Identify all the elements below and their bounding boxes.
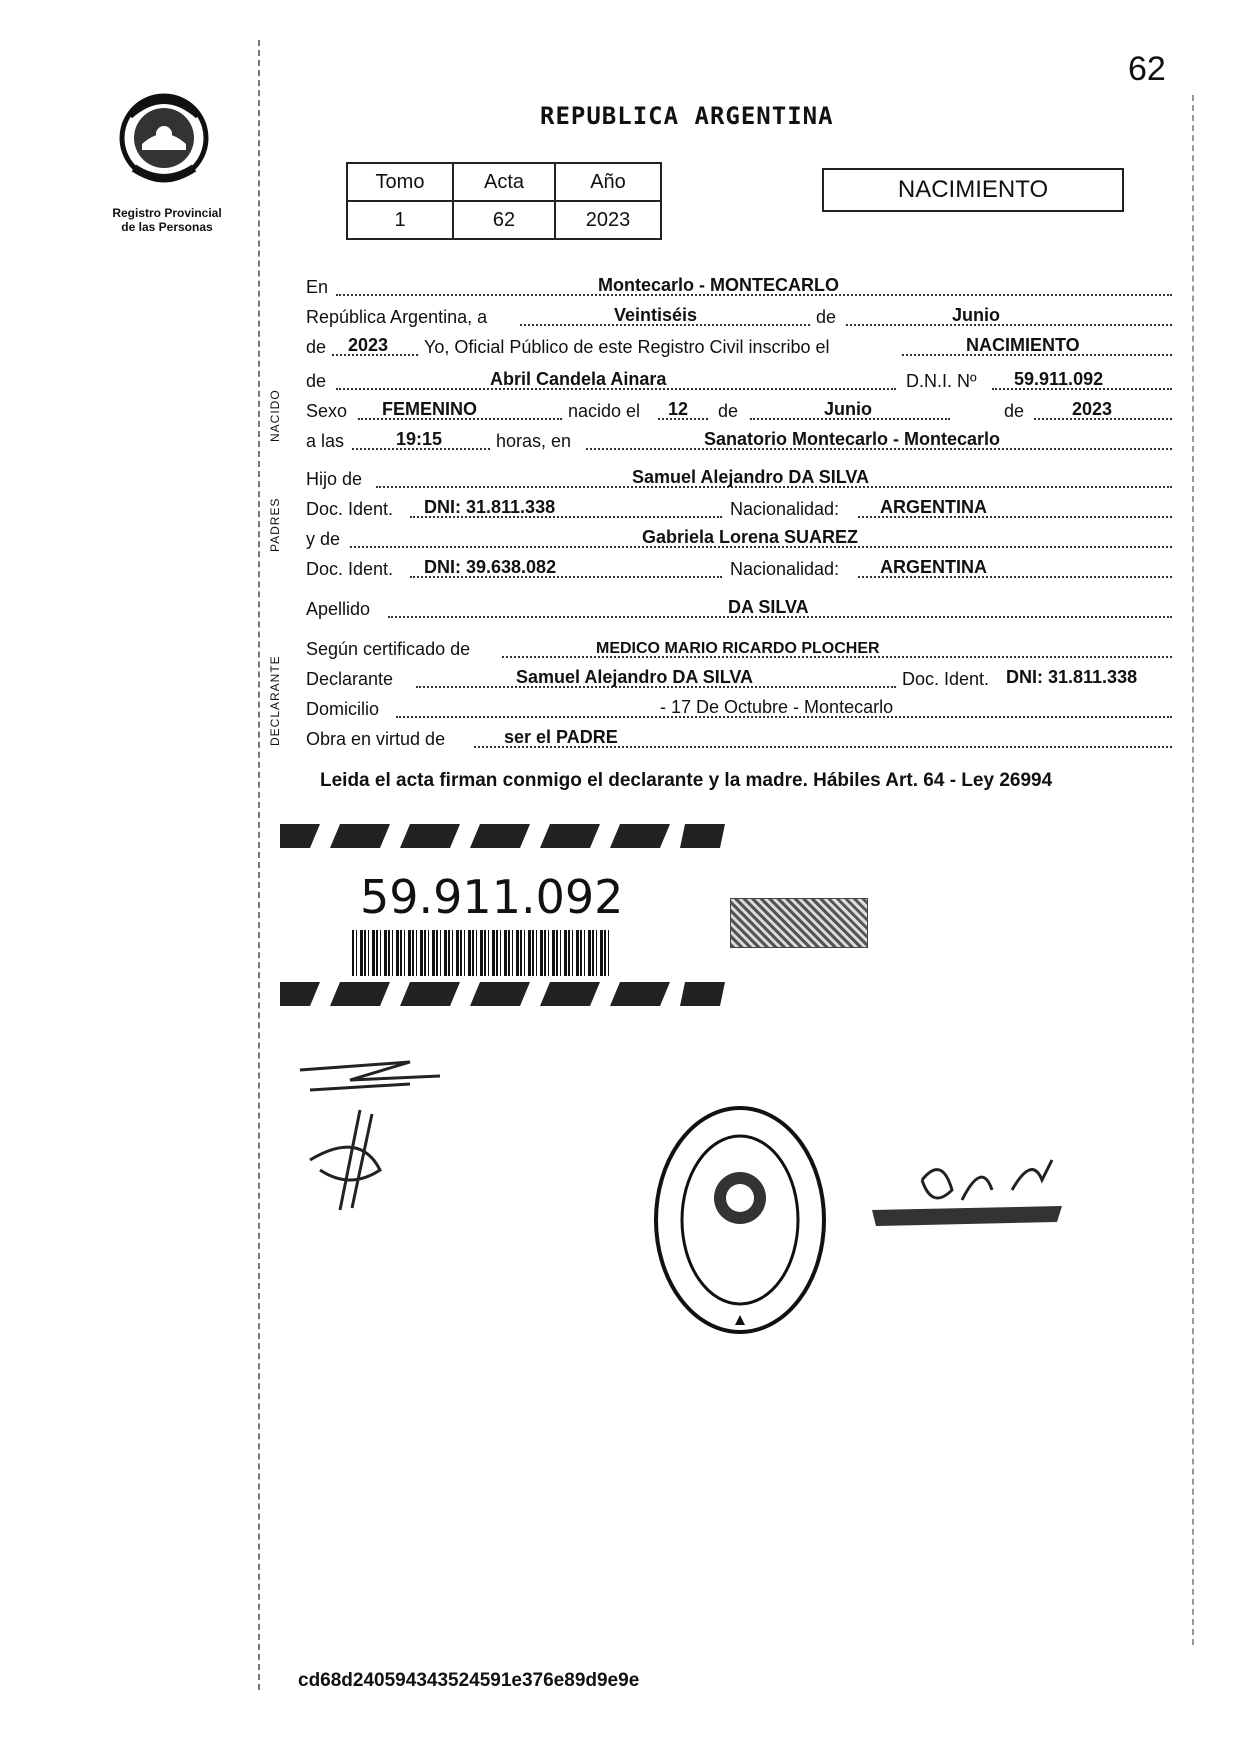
row-declarante: Declarante Samuel Alejandro DA SILVA Doc. Ident. DNI: 31.811.338 [306, 667, 1138, 689]
surname-value: DA SILVA [728, 597, 809, 617]
sex-value: FEMENINO [382, 399, 478, 419]
row-republica: República Argentina, a Veintiséis de Junio [306, 302, 1172, 330]
section-padres: PADRES [268, 497, 282, 552]
row-domicilio: Domicilio - 17 De Octubre - Montecarlo [306, 694, 1172, 722]
birth-day: 12 [668, 399, 689, 419]
row-padre: Hijo de Samuel Alejandro DA SILVA [306, 464, 1172, 492]
place-value: Montecarlo - MONTECARLO [598, 275, 839, 295]
right-margin-line [1192, 95, 1195, 1645]
row-certificado: Según certificado de MEDICO MARIO RICARDO PLOCHER [306, 634, 1172, 662]
declarant-doc: DNI: 31.811.338 [1006, 667, 1138, 687]
child-dni: 59.911.092 [1014, 369, 1104, 389]
page-number: 62 [1128, 50, 1166, 88]
barcode-icon [352, 930, 610, 976]
legal-note: Leida el acta firman conmigo el declarante y la madre. Hábiles Art. 64 - Ley 26994 [320, 770, 1053, 791]
header-anio: Año [555, 163, 661, 201]
row-padre-doc: Doc. Ident. DNI: 31.811.338 Nacionalidad: ARGENTINA [306, 494, 1172, 522]
value-acta: 62 [453, 201, 555, 239]
security-pattern-top-icon [280, 822, 730, 850]
header-tomo: Tomo [347, 163, 453, 201]
row-madre: y de Gabriela Lorena SUAREZ [306, 524, 1172, 552]
provincial-emblem-icon [112, 88, 216, 192]
security-pattern-bottom-icon [280, 980, 730, 1008]
row-name: de Abril Candela Ainara D.N.I. Nº 59.911.092 [306, 366, 1172, 394]
year-value: 2023 [348, 335, 389, 355]
dni-large: 59.911.092 [360, 870, 624, 924]
mother-name: Gabriela Lorena SUAREZ [642, 527, 859, 547]
official-seal-icon [650, 1100, 830, 1340]
document-hash: cd68d240594343524591e376e89d9e9e [298, 1670, 640, 1691]
act-value: NACIMIENTO [966, 335, 1080, 355]
left-margin-line [258, 40, 261, 1690]
section-declarante: DECLARANTE [268, 655, 282, 746]
father-doc: DNI: 31.811.338 [424, 497, 556, 517]
registry-caption: Registro Provincial de las Personas [112, 206, 222, 234]
row-madre-doc: Doc. Ident. DNI: 39.638.082 Nacionalidad: ARGENTINA [306, 554, 1172, 582]
birth-month: Junio [824, 399, 872, 419]
act-type-box: NACIMIENTO [822, 168, 1124, 212]
certificate-value: MEDICO MARIO RICARDO PLOCHER [596, 640, 880, 657]
day-value: Veintiséis [614, 305, 698, 325]
row-obra: Obra en virtud de ser el PADRE [306, 724, 1172, 752]
row-sexo: Sexo FEMENINO nacido el 12 de Junio de 2023 [306, 396, 1172, 424]
signature-left-icon [290, 1050, 450, 1230]
birth-place: Sanatorio Montecarlo - Montecarlo [704, 429, 1001, 449]
mother-nationality: ARGENTINA [880, 557, 987, 577]
section-nacido: NACIDO [268, 389, 282, 442]
address-value: - 17 De Octubre - Montecarlo [660, 697, 894, 717]
value-anio: 2023 [555, 201, 661, 239]
father-nationality: ARGENTINA [880, 497, 987, 517]
mother-doc: DNI: 39.638.082 [424, 557, 557, 577]
row-hora: a las 19:15 horas, en Sanatorio Montecarlo - Montecarlo [306, 426, 1172, 454]
row-inscribo: de 2023 Yo, Oficial Público de este Registro Civil inscribo el NACIMIENTO [306, 332, 1172, 360]
birth-year: 2023 [1072, 399, 1113, 419]
child-name: Abril Candela Ainara [490, 369, 667, 389]
registry-table [346, 162, 662, 240]
month-value: Junio [952, 305, 1000, 325]
reason-value: ser el PADRE [504, 727, 618, 747]
delegate-signature-icon [862, 1150, 1082, 1270]
header-acta: Acta [453, 163, 555, 201]
hologram-seal-icon [730, 898, 868, 948]
declarant-name: Samuel Alejandro DA SILVA [516, 667, 754, 687]
value-tomo: 1 [347, 201, 453, 239]
birth-time: 19:15 [396, 429, 443, 449]
country-title: REPUBLICA ARGENTINA [540, 102, 834, 130]
father-name: Samuel Alejandro DA SILVA [632, 467, 870, 487]
row-apellido: Apellido DA SILVA [306, 594, 1172, 622]
row-en: En Montecarlo - MONTECARLO [306, 272, 1172, 300]
